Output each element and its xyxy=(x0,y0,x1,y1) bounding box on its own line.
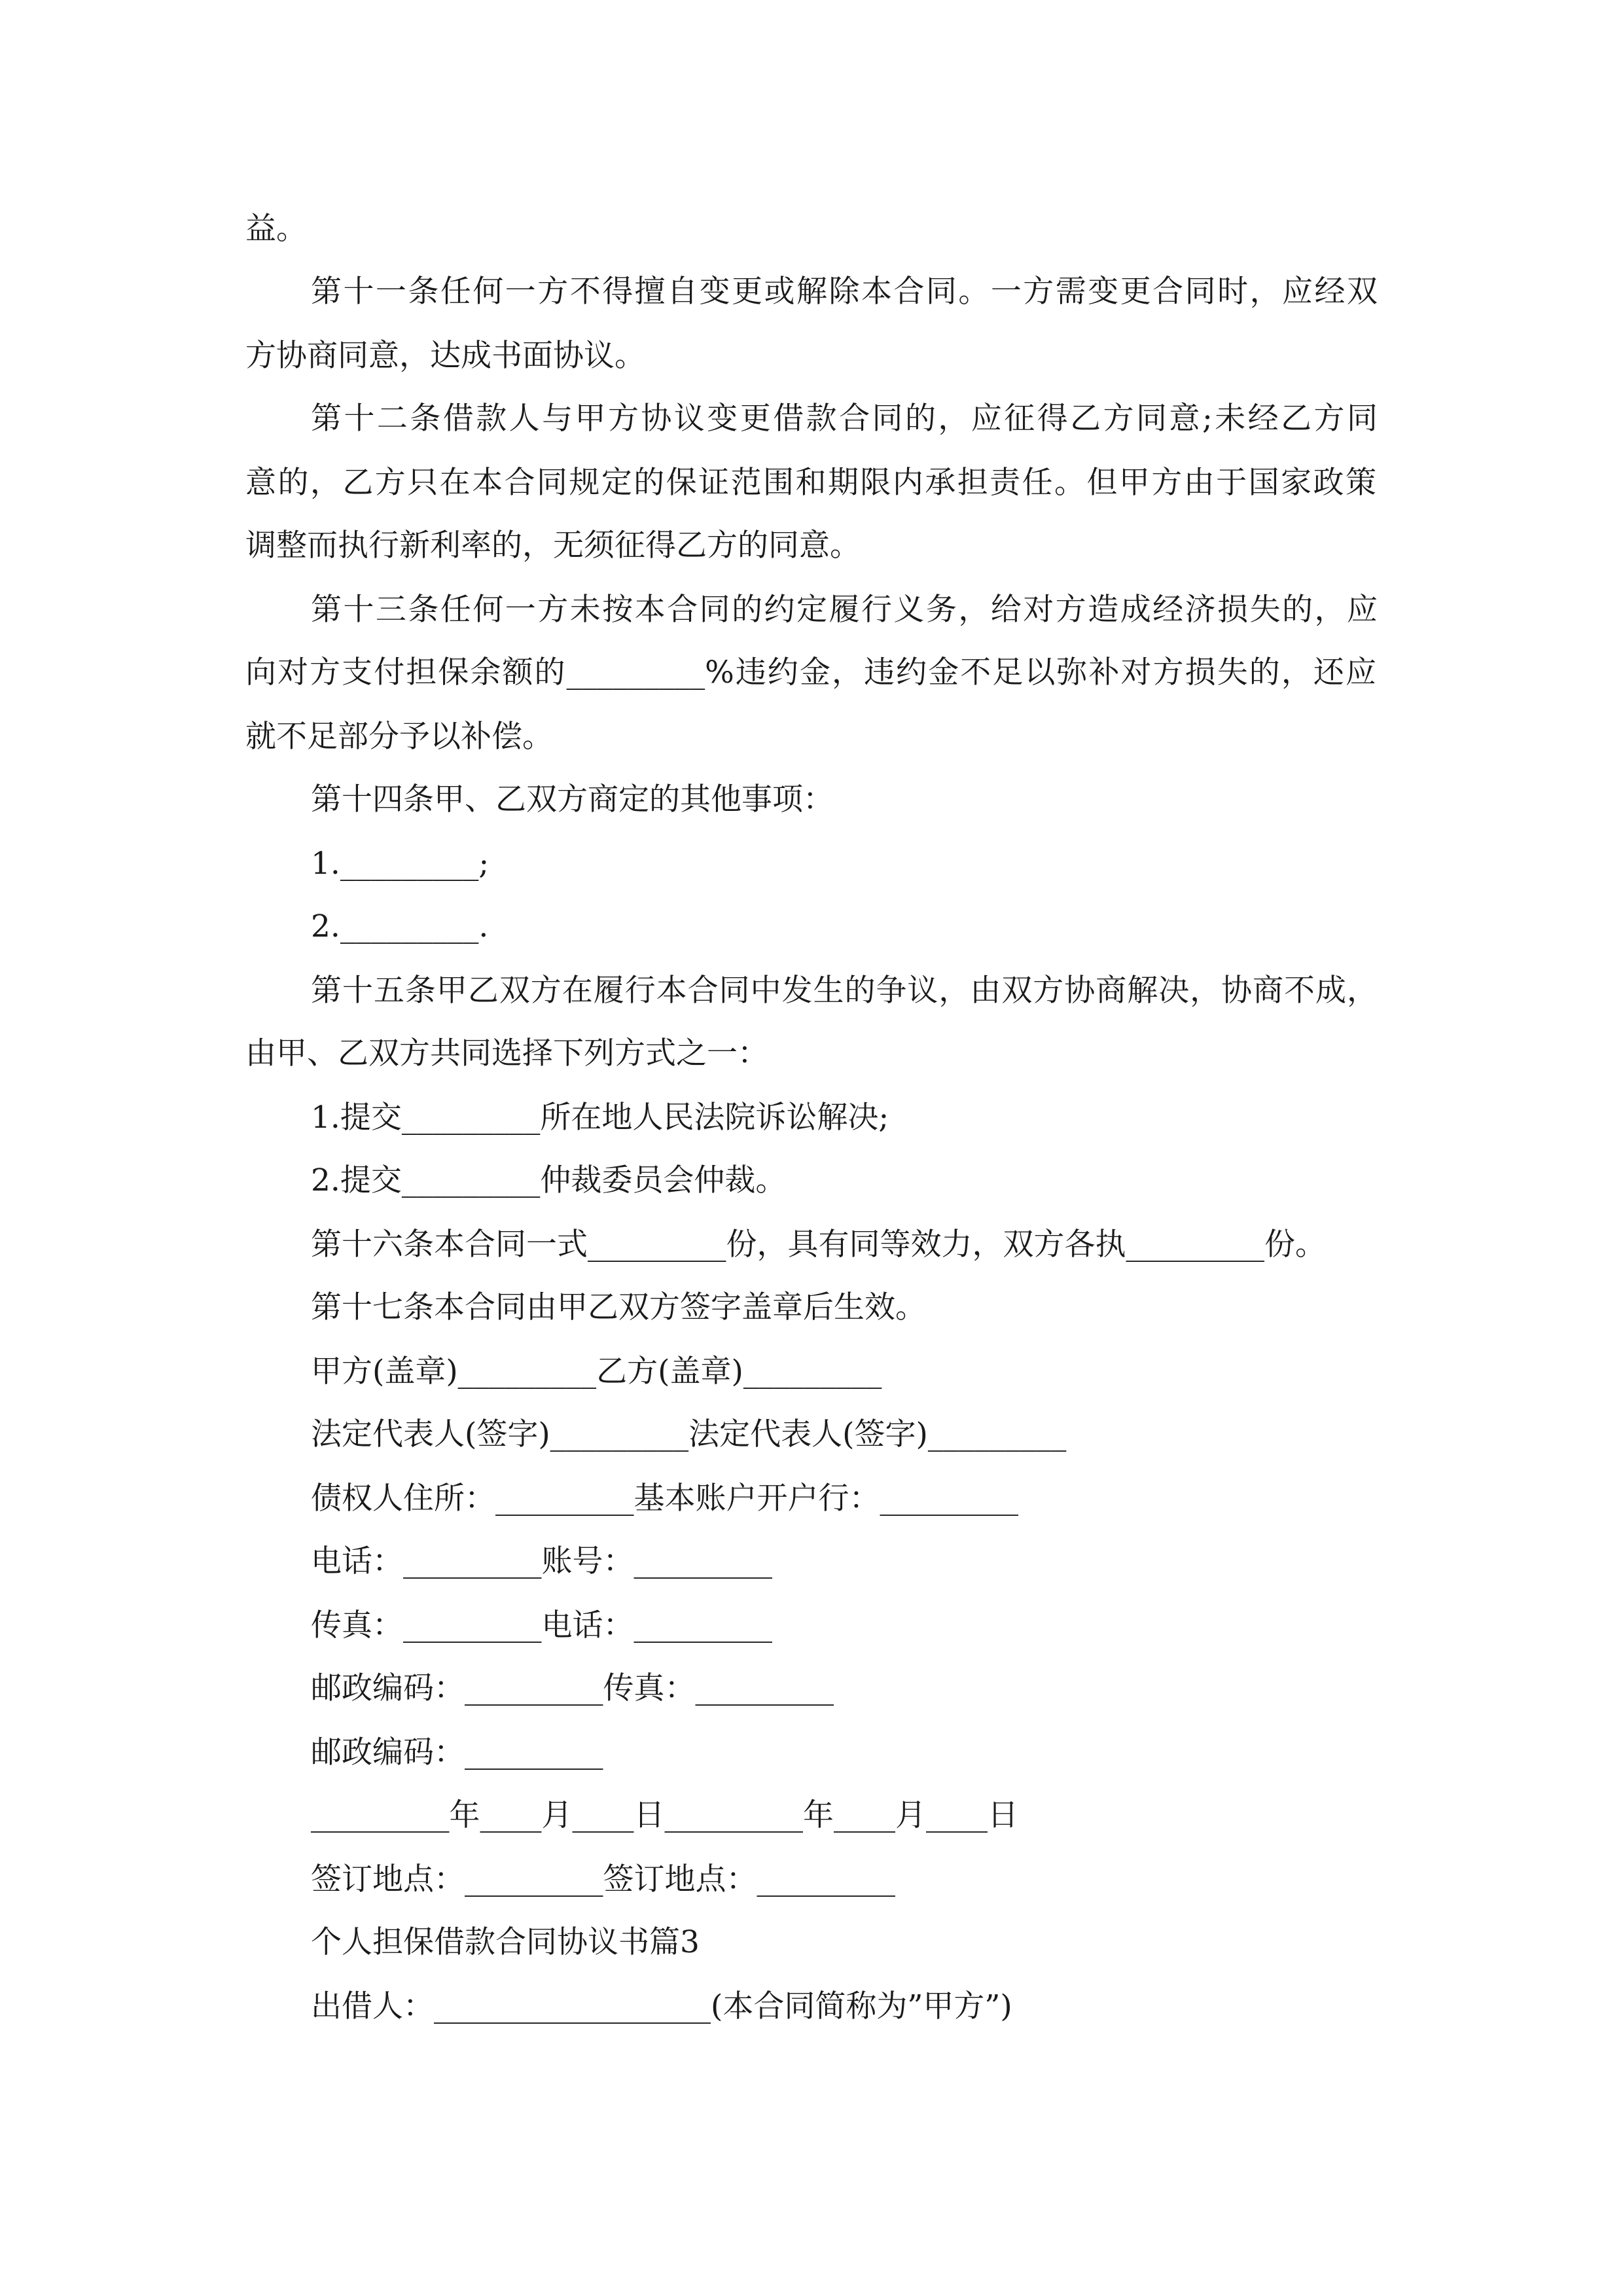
text-line-23: 传真：_________电话：_________ xyxy=(311,1607,772,1643)
text-line-5: 意的，乙方只在本合同规定的保证范围和期限内承担责任。但甲方由于国家政策 xyxy=(245,465,1376,501)
text-line-3: 方协商同意，达成书面协议。 xyxy=(245,338,645,374)
text-line-28: 个人担保借款合同协议书篇3 xyxy=(311,1924,700,1960)
text-line-29: 出借人：__________________(本合同简称为”甲方”) xyxy=(311,1988,1012,2024)
text-line-6: 调整而执行新利率的，无须征得乙方的同意。 xyxy=(245,528,861,564)
text-line-12: 2._________. xyxy=(311,908,489,944)
text-line-10: 第十四条甲、乙双方商定的其他事项： xyxy=(311,781,834,817)
text-line-11: 1._________; xyxy=(311,846,490,882)
text-line-17: 第十六条本合同一式_________份，具有同等效力，双方各执_________份。 xyxy=(311,1227,1326,1263)
text-line-14: 由甲、乙双方共同选择下列方式之一： xyxy=(245,1035,768,1071)
text-line-19: 甲方(盖章)_________乙方(盖章)_________ xyxy=(311,1354,882,1390)
text-line-15: 1.提交_________所在地人民法院诉讼解决; xyxy=(311,1100,889,1136)
text-line-7: 第十三条任何一方未按本合同的约定履行义务，给对方造成经济损失的，应 xyxy=(311,592,1378,628)
text-line-26: _________年____月____日_________年____月____日 xyxy=(311,1797,1018,1833)
text-line-9: 就不足部分予以补偿。 xyxy=(245,719,553,755)
text-line-27: 签订地点：_________签订地点：_________ xyxy=(311,1861,895,1897)
text-line-22: 电话：_________账号：_________ xyxy=(311,1543,772,1579)
text-line-1: 益。 xyxy=(245,211,307,247)
text-line-18: 第十七条本合同由甲乙双方签字盖章后生效。 xyxy=(311,1289,926,1325)
text-line-4: 第十二条借款人与甲方协议变更借款合同的，应征得乙方同意;未经乙方同 xyxy=(311,401,1378,437)
text-line-20: 法定代表人(签字)_________法定代表人(签字)_________ xyxy=(311,1416,1067,1452)
text-line-25: 邮政编码：_________ xyxy=(311,1734,603,1770)
text-line-24: 邮政编码：_________传真：_________ xyxy=(311,1670,834,1706)
text-line-8: 向对方支付担保余额的_________%违约金，违约金不足以弥补对方损失的，还应 xyxy=(245,655,1376,691)
text-line-21: 债权人住所：_________基本账户开户行：_________ xyxy=(311,1480,1018,1516)
text-line-2: 第十一条任何一方不得擅自变更或解除本合同。一方需变更合同时，应经双 xyxy=(311,274,1378,310)
text-line-16: 2.提交_________仲裁委员会仲裁。 xyxy=(311,1162,787,1198)
text-line-13: 第十五条甲乙双方在履行本合同中发生的争议，由双方协商解决，协商不成， xyxy=(311,973,1378,1009)
